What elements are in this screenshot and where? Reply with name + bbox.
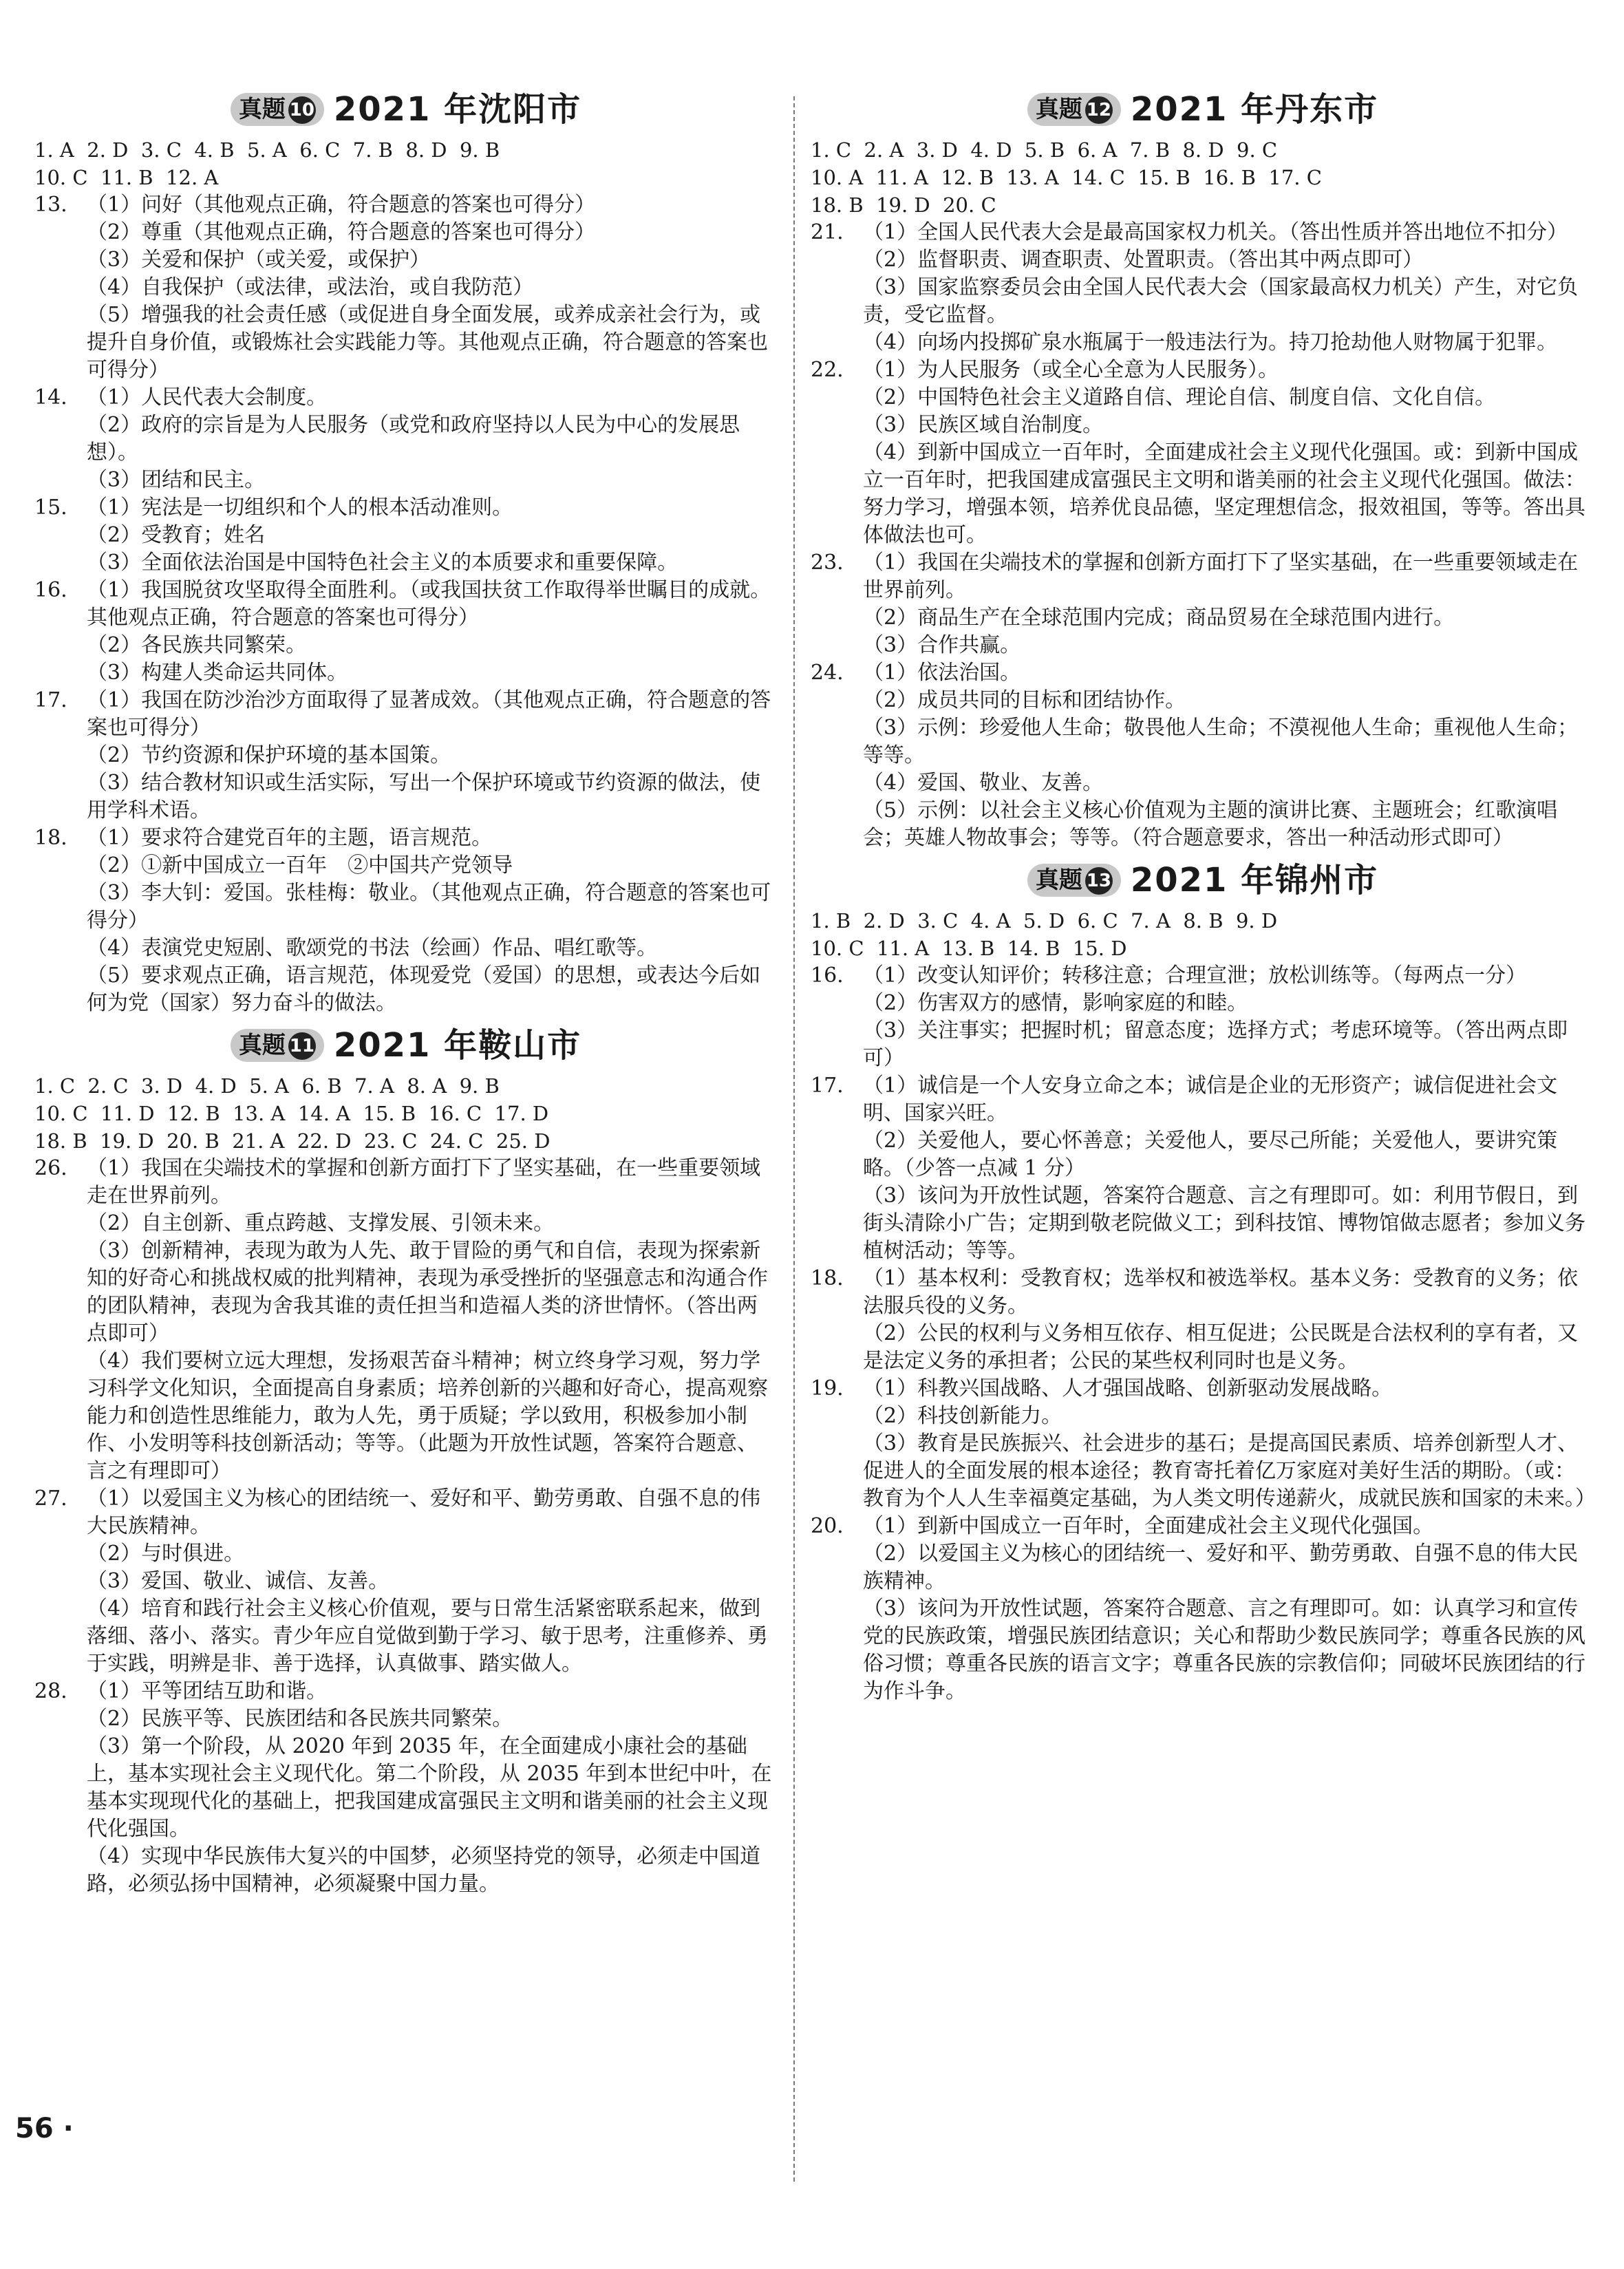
question-number: 17. [811, 1074, 844, 1098]
answer-part: （5）增强我的社会责任感（或促进自身全面发展，或养成亲社会行为，或提升自身价值，或锻炼社会实践能力等。其他观点正确，符合题意的答案也可得分） [87, 303, 768, 382]
answer-body [863, 1072, 1595, 1265]
section-header [811, 852, 1595, 907]
answer-part: （1）为人民服务（或全心全意为人民服务）。 [863, 358, 1279, 382]
answer-part: （2）商品生产在全球范围内完成；商品贸易在全球范围内进行。 [863, 606, 1455, 630]
badge-number: 10 [288, 96, 316, 124]
answer-part: （2）民族平等、民族团结和各民族共同繁荣。 [87, 1707, 513, 1731]
question-answer [811, 356, 1595, 549]
answer-part: （1）科教兴国战略、人才强国战略、创新驱动发展战略。 [863, 1376, 1393, 1400]
answer-part: （3）构建人类命运共同体。 [87, 661, 348, 685]
question-answer [34, 1678, 778, 1898]
answer-part: （4）自我保护（或法律，或法治，或自我防范） [87, 275, 534, 299]
question-number: 16. [34, 578, 67, 602]
answer-part: （2）关爱他人，要心怀善意；关爱他人，要尽己所能；关爱他人，要讲究策略。（少答一点减 1 分） [863, 1129, 1558, 1180]
answer-part: （3）关注事实；把握时机；留意态度；选择方式；考虑环境等。（答出两点即可） [863, 1019, 1568, 1070]
zhenti-badge [231, 1029, 324, 1062]
section-header [811, 81, 1595, 136]
question-number: 19. [811, 1376, 844, 1400]
question-number: 17. [34, 688, 67, 712]
section-10 [34, 81, 778, 1017]
answer-part: （2）监督职责、调查职责、处置职责。（答出其中两点即可） [863, 248, 1424, 272]
column-divider [793, 96, 795, 2182]
answer-part: （4）到新中国成立一百年时，全面建成社会主义现代化强国。或：到新中国成立一百年时，把我国建成富强民主文明和谐美丽的社会主义现代化强国。做法：努力学习，增强本领，培养优良品德，坚定理想信念，报效祖国，等等。答出具体做法也可。 [863, 440, 1585, 547]
answer-part: （1）宪法是一切组织和个人的根本活动准则。 [87, 496, 513, 520]
question-answer [811, 659, 1595, 852]
answer-part: （1）我国在防沙治沙方面取得了显著成效。（其他观点正确，符合题意的答案也可得分） [87, 688, 771, 740]
answer-part: （3）结合教材知识或生活实际，写出一个保护环境或节约资源的做法，使用学科术语。 [87, 771, 761, 822]
answer-part: （2）中国特色社会主义道路自信、理论自信、制度自信、文化自信。 [863, 385, 1496, 409]
answer-part: （3）关爱和保护（或关爱，或保护） [87, 248, 431, 272]
choice-answers-line: 18. B 19. D 20. C [811, 193, 996, 217]
badge-label: 真题 [1035, 866, 1082, 894]
answer-body [863, 1375, 1595, 1513]
badge-label: 真题 [238, 95, 286, 123]
question-answer [811, 1513, 1595, 1705]
question-answer [34, 687, 778, 824]
question-answer [34, 1155, 778, 1485]
badge-label: 真题 [238, 1031, 286, 1059]
choice-answers-line: 1. B 2. D 3. C 4. A 5. D 6. C 7. A 8. B 9. D [811, 909, 1278, 933]
choice-answers-line: 10. C 11. A 13. B 14. B 15. D [811, 937, 1127, 960]
question-number: 24. [811, 661, 844, 685]
answer-part: （4）向场内投掷矿泉水瓶属于一般违法行为。持刀抢劫他人财物属于犯罪。 [863, 330, 1558, 354]
answer-part: （1）以爱国主义为核心的团结统一、爱好和平、勤劳勇敢、自强不息的伟大民族精神。 [87, 1487, 761, 1538]
answer-part: （5）要求观点正确，语言规范，体现爱党（爱国）的思想，或表达今后如何为党（国家）努力奋斗的做法。 [87, 963, 761, 1015]
choice-answers-line: 10. C 11. B 12. A [34, 166, 219, 189]
answer-body [863, 549, 1595, 659]
question-answer [811, 219, 1595, 356]
zhenti-badge [1027, 93, 1121, 126]
choice-answers-line: 1. C 2. C 3. D 4. D 5. A 6. B 7. A 8. A 9. B [34, 1074, 500, 1098]
section-header [34, 1017, 778, 1072]
answer-part: （5）示例：以社会主义核心价值观为主题的演讲比赛、主题班会；红歌演唱会；英雄人物故事会；等等。（符合题意要求，答出一种活动形式即可） [863, 798, 1558, 850]
answer-part: （2）受教育；姓名 [87, 523, 266, 547]
answer-body [87, 577, 778, 687]
answer-body [863, 219, 1595, 356]
question-number: 28. [34, 1679, 67, 1703]
choice-answers-line: 1. C 2. A 3. D 4. D 5. B 6. A 7. B 8. D 9. C [811, 138, 1278, 162]
answer-part: （3）合作共赢。 [863, 633, 1021, 657]
question-number: 18. [811, 1266, 844, 1290]
answer-part: （1）到新中国成立一百年时，全面建成社会主义现代化强国。 [863, 1514, 1434, 1538]
section-11 [34, 1017, 778, 1898]
answer-part: （3）该问为开放性试题，答案符合题意、言之有理即可。如：利用节假日，到街头清除小广告；定期到敬老院做义工；到科技馆、博物馆做志愿者；参加义务植树活动；等等。 [863, 1184, 1585, 1263]
answer-part: （2）各民族共同繁荣。 [87, 633, 307, 657]
question-number: 18. [34, 826, 67, 850]
page-number: 56 · [15, 2113, 74, 2144]
answer-part: （1）要求符合建党百年的主题，语言规范。 [87, 826, 493, 850]
answer-part: （3）该问为开放性试题，答案符合题意、言之有理即可。如：认真学习和宣传党的民族政策，增强民族团结意识；关心和帮助少数民族同学；尊重各民族的风俗习惯；尊重各民族的语言文字；尊重各民族的宗教信仰；同破坏民族团结的行为作斗争。 [863, 1597, 1585, 1703]
question-number: 15. [34, 496, 67, 520]
answer-part: （2）成员共同的目标和团结协作。 [863, 688, 1186, 712]
question-number: 14. [34, 385, 67, 409]
question-number: 23. [811, 551, 844, 575]
answer-part: （1）我国脱贫攻坚取得全面胜利。（或我国扶贫工作取得举世瞩目的成就。其他观点正确，符合题意的答案也可得分） [87, 578, 771, 630]
answer-part: （2）尊重（其他观点正确，符合题意的答案也可得分） [87, 220, 596, 244]
answer-body [863, 1265, 1595, 1375]
question-answer [811, 1375, 1595, 1513]
answer-part: （1）全国人民代表大会是最高国家权力机关。（答出性质并答出地位不扣分） [863, 220, 1568, 244]
answer-part: （1）我国在尖端技术的掌握和创新方面打下了坚实基础，在一些重要领域走在世界前列。 [863, 551, 1579, 602]
choice-answers-line: 10. A 11. A 12. B 13. A 14. C 15. B 16. B 17. C [811, 166, 1322, 189]
answer-part: （1）改变认知评价；转移注意；合理宣泄；放松训练等。（每两点一分） [863, 963, 1527, 988]
question-number: 20. [811, 1514, 844, 1538]
section-13 [811, 852, 1595, 1705]
choice-answers-line: 10. C 11. D 12. B 13. A 14. A 15. B 16. C 17. D [34, 1102, 549, 1125]
answer-part: （2）科技创新能力。 [863, 1404, 1062, 1428]
answer-part: （2）以爱国主义为核心的团结统一、爱好和平、勤劳勇敢、自强不息的伟大民族精神。 [863, 1542, 1579, 1593]
answer-part: （2）公民的权利与义务相互依存、相互促进；公民既是合法权利的享有者，又是法定义务的承担者；公民的某些权利同时也是义务。 [863, 1321, 1579, 1373]
choice-answers-line: 18. B 19. D 20. B 21. A 22. D 23. C 24. C 25. D [34, 1129, 551, 1153]
answer-part: （2）①新中国成立一百年 ②中国共产党领导 [87, 853, 513, 877]
section-header [34, 81, 778, 136]
answer-part: （1）依法治国。 [863, 661, 1021, 685]
answer-part: （2）政府的宗旨是为人民服务（或党和政府坚持以人民为中心的发展思想）。 [87, 413, 740, 465]
answer-part: （1）基本权利：受教育权；选举权和被选举权。基本义务：受教育的义务；依法服兵役的义务。 [863, 1266, 1579, 1318]
section-title: 2021 年鞍山市 [333, 1025, 582, 1065]
answer-body [87, 191, 778, 384]
question-answer [811, 549, 1595, 659]
badge-number: 12 [1085, 96, 1113, 124]
answer-part: （3）李大钊：爱国。张桂梅：敬业。（其他观点正确，符合题意的答案也可得分） [87, 881, 771, 933]
question-number: 13. [34, 193, 67, 217]
answer-part: （2）节约资源和保护环境的基本国策。 [87, 743, 451, 767]
section-title: 2021 年沈阳市 [333, 89, 582, 129]
section-title: 2021 年丹东市 [1130, 89, 1379, 129]
right-column [811, 81, 1595, 1705]
question-answer [34, 384, 778, 494]
answer-part: （3）爱国、敬业、诚信、友善。 [87, 1569, 389, 1593]
answer-part: （1）问好（其他观点正确，符合题意的答案也可得分） [87, 193, 596, 217]
question-number: 26. [34, 1156, 67, 1180]
choice-answers-line: 1. A 2. D 3. C 4. B 5. A 6. C 7. B 8. D 9. B [34, 138, 500, 162]
answer-part: （4）我们要树立远大理想，发扬艰苦奋斗精神；树立终身学习观，努力学习科学文化知识，全面提高自身素质；培养创新的兴趣和好奇心，提高观察能力和创造性思维能力，敢为人先，勇于质疑；学以致用，积极参加小制作、小发明等科技创新活动；等等。（此题为开放性试题，答案符合题意、言之有理即可） [87, 1349, 768, 1483]
answer-part: （3）全面依法治国是中国特色社会主义的本质要求和重要保障。 [87, 551, 679, 575]
answer-body [87, 1678, 778, 1898]
answer-part: （4）培育和践行社会主义核心价值观，要与日常生活紧密联系起来，做到落细、落小、落实。青少年应自觉做到勤于学习、敏于思考，注重修养、勇于实践，明辨是非、善于选择，认真做事、踏实做人。 [87, 1597, 768, 1676]
badge-number: 13 [1085, 867, 1113, 895]
question-answer [34, 577, 778, 687]
answer-body [863, 356, 1595, 549]
answer-part: （3）第一个阶段，从 2020 年到 2035 年，在全面建成小康社会的基础上，基本实现社会主义现代化。第二个阶段，从 2035 年到本世纪中叶，在基本实现现代化的基础上，把我国建成富强民主文明和谐美丽的社会主义现代化强国。 [87, 1734, 772, 1841]
answer-part: （3）国家监察委员会由全国人民代表大会（国家最高权力机关）产生，对它负责，受它监督。 [863, 275, 1579, 327]
section-12 [811, 81, 1595, 852]
answer-part: （3）教育是民族振兴、社会进步的基石；是提高国民素质、培养创新型人才、促进人的全面发展的根本途径；教育寄托着亿万家庭对美好生活的期盼。（或：教育为个人人生幸福奠定基础，为人类文明传递薪火，成就民族和国家的未来。） [863, 1431, 1596, 1511]
left-column [34, 81, 778, 1898]
answer-body [87, 384, 778, 494]
answer-part: （1）人民代表大会制度。 [87, 385, 328, 409]
answer-part: （3）民族区域自治制度。 [863, 413, 1104, 437]
answer-part: （2）伤害双方的感情，影响家庭的和睦。 [863, 991, 1248, 1015]
question-number: 16. [811, 963, 844, 988]
badge-label: 真题 [1035, 95, 1082, 123]
answer-part: （3）创新精神，表现为敢为人先、敢于冒险的勇气和自信，表现为探索新知的好奇心和挑战权威的批判精神，表现为承受挫折的坚强意志和沟通合作的团队精神，表现为舍我其谁的责任担当和造福人类的济世情怀。（答出两点即可） [87, 1239, 768, 1345]
answer-part: （1）诚信是一个人安身立命之本；诚信是企业的无形资产；诚信促进社会文明、国家兴旺。 [863, 1074, 1558, 1125]
question-answer [811, 962, 1595, 1072]
answer-part: （1）平等团结互助和谐。 [87, 1679, 328, 1703]
answer-part: （4）爱国、敬业、友善。 [863, 771, 1104, 795]
question-answer [34, 191, 778, 384]
answer-part: （1）我国在尖端技术的掌握和创新方面打下了坚实基础，在一些重要领域走在世界前列。 [87, 1156, 761, 1208]
section-title: 2021 年锦州市 [1130, 860, 1379, 899]
question-number: 22. [811, 358, 844, 382]
question-number: 21. [811, 220, 844, 244]
answer-part: （2）与时俱进。 [87, 1542, 245, 1566]
answer-body [87, 494, 778, 577]
question-answer [811, 1072, 1595, 1265]
question-number: 27. [34, 1487, 67, 1511]
answer-body [87, 687, 778, 824]
answer-part: （2）自主创新、重点跨越、支撑发展、引领未来。 [87, 1211, 555, 1235]
question-answer [34, 824, 778, 1017]
question-answer [34, 494, 778, 577]
zhenti-badge [1027, 864, 1121, 897]
answer-body [87, 1155, 778, 1485]
answer-part: （3）团结和民主。 [87, 468, 266, 492]
answer-part: （4）实现中华民族伟大复兴的中国梦，必须坚持党的领导，必须走中国道路，必须弘扬中国精神，必须凝聚中国力量。 [87, 1844, 761, 1896]
answer-body [863, 1513, 1595, 1705]
question-answer [811, 1265, 1595, 1375]
answer-body [863, 659, 1595, 852]
answer-part: （4）表演党史短剧、歌颂党的书法（绘画）作品、唱红歌等。 [87, 936, 658, 960]
badge-number: 11 [288, 1032, 316, 1060]
answer-body [863, 962, 1595, 1072]
answer-body [87, 1485, 778, 1678]
answer-part: （3）示例：珍爱他人生命；敬畏他人生命；不漠视他人生命；重视他人生命；等等。 [863, 716, 1579, 767]
question-answer [34, 1485, 778, 1678]
zhenti-badge [231, 93, 324, 126]
answer-body [87, 824, 778, 1017]
